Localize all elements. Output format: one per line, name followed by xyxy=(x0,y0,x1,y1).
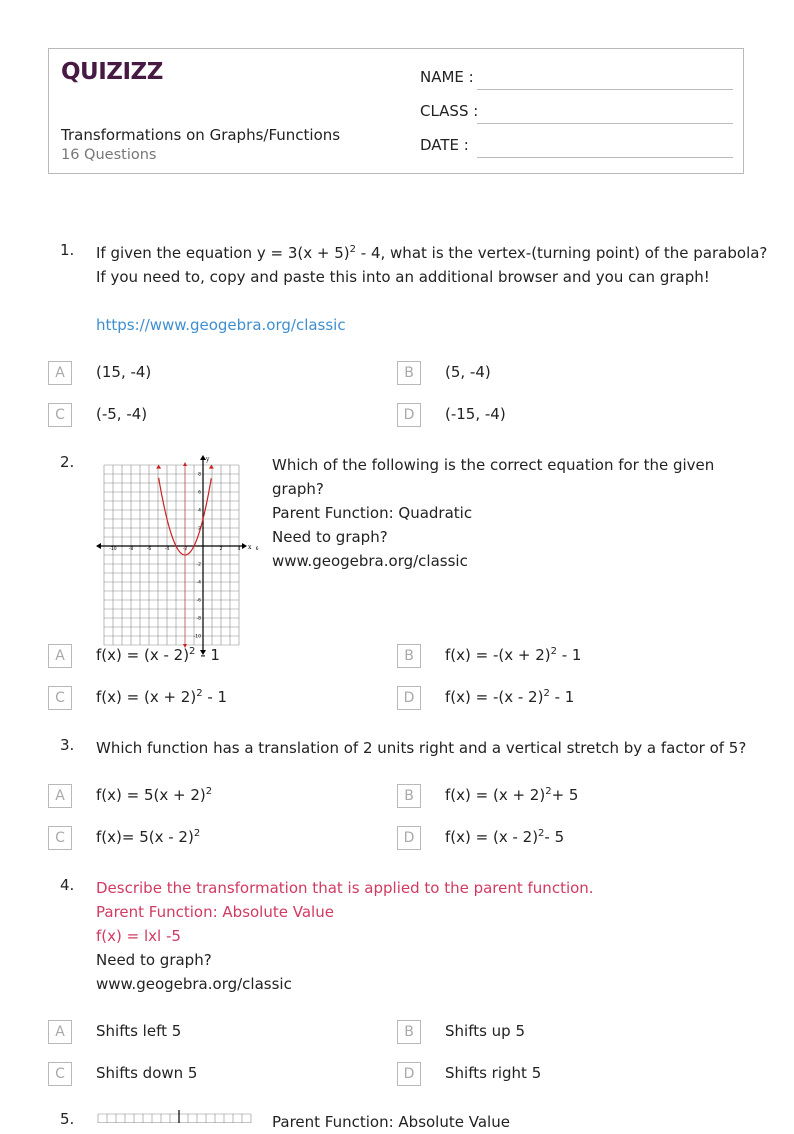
y-axis-label: y xyxy=(206,456,210,463)
question-text xyxy=(96,736,746,760)
option-text: $f(x) = (x + 2)^2+ 5$ xyxy=(445,786,579,804)
question-text-line: Which function has a translation of 2 units right and a vertical stretch by a factor of 5? xyxy=(96,739,747,757)
option-letter-box[interactable]: D xyxy=(397,826,421,850)
y-tick-label: 8 xyxy=(198,472,201,478)
name-field[interactable] xyxy=(420,68,733,102)
x-tick-label: -6 xyxy=(146,547,152,552)
y-tick-label: 2 xyxy=(198,526,201,532)
option-letter-box[interactable]: D xyxy=(397,686,421,710)
y-tick-label: -2 xyxy=(196,562,201,568)
option-letter-box[interactable]: A xyxy=(48,1020,72,1044)
question-number: 2. xyxy=(60,453,75,471)
question-text-line: www.geogebra.org/classic xyxy=(96,975,292,993)
y-tick-label: -6 xyxy=(196,598,201,604)
x-axis-label: x xyxy=(248,544,252,551)
question-text-line: If you need to, copy and paste this into an additional browser and you can graph! xyxy=(96,268,710,286)
question-text-line: Parent Function: Quadratic xyxy=(272,504,473,522)
y-tick-label: -4 xyxy=(196,580,201,586)
y-tick-label: 4 xyxy=(198,508,201,514)
class-line[interactable] xyxy=(477,123,733,124)
option-letter-box[interactable]: A xyxy=(48,644,72,668)
question-text-line: Need to graph? xyxy=(272,528,388,546)
y-tick-label: -10 xyxy=(193,634,201,640)
worksheet-header xyxy=(48,48,744,174)
option-text: $f(x) = (x + 2)^2 - 1$ xyxy=(96,688,228,706)
question-text xyxy=(272,453,714,573)
y-tick-label: 6 xyxy=(198,490,201,496)
question-text-line: Which of the following is the correct equation for the given xyxy=(272,456,715,474)
student-info-fields xyxy=(420,68,733,170)
x-tick-label: 6 xyxy=(255,547,259,552)
question-number: 1. xyxy=(60,241,75,259)
option-letter-box[interactable]: B xyxy=(397,361,421,385)
x-axis-arrow xyxy=(96,543,101,549)
question-text-line: www.geogebra.org/classic xyxy=(272,552,468,570)
y-tick-label: -8 xyxy=(196,616,201,622)
worksheet-title: Transformations on Graphs/Functions xyxy=(61,126,341,144)
question-text-line: Parent Function: Absolute Value xyxy=(96,903,334,921)
class-field[interactable] xyxy=(420,102,733,136)
x-tick-label: 2 xyxy=(219,547,223,552)
exponent: 2 xyxy=(349,244,357,255)
option-text: (-5, -4) xyxy=(96,405,148,423)
x-tick-label: -10 xyxy=(109,547,117,552)
name-label: NAME : xyxy=(420,68,474,86)
option-text: (5, -4) xyxy=(445,363,491,381)
option-letter-box[interactable]: C xyxy=(48,403,72,427)
option-letter-box[interactable]: C xyxy=(48,686,72,710)
question-text-part: If given the equation y = 3(x + 5) xyxy=(96,244,350,262)
option-letter-box[interactable]: A xyxy=(48,784,72,808)
option-text: f(x) = -(x - 2)$^2$ - 1 xyxy=(445,688,575,706)
question-text-line: Describe the transformation that is applied to the parent function. xyxy=(96,879,594,897)
x-tick-label: -8 xyxy=(128,547,134,552)
quizizz-logo: QUIZIZZ xyxy=(61,59,163,85)
geogebra-link[interactable]: https://www.geogebra.org/classic xyxy=(96,316,346,334)
option-letter-box[interactable]: B xyxy=(397,1020,421,1044)
class-label: CLASS : xyxy=(420,102,479,120)
option-letter-box[interactable]: C xyxy=(48,826,72,850)
question-text-line: Parent Function: Absolute Value xyxy=(272,1113,510,1131)
option-text: Shifts down 5 xyxy=(96,1064,198,1082)
option-text: Shifts right 5 xyxy=(445,1064,542,1082)
option-text: $f(x) = -(x + 2)^2 - 1$ xyxy=(445,646,582,664)
option-text: $f(x) = 5(x + 2)^2$ xyxy=(96,786,213,804)
option-text: f(x) = (x - 2)$^2$- 5 xyxy=(445,828,565,846)
x-axis-arrow xyxy=(242,543,247,549)
option-letter-box[interactable]: A xyxy=(48,361,72,385)
question-number: 3. xyxy=(60,736,75,754)
option-letter-box[interactable]: B xyxy=(397,644,421,668)
option-text: Shifts left 5 xyxy=(96,1022,182,1040)
date-line[interactable] xyxy=(477,157,733,158)
question-text-line: Need to graph? xyxy=(96,951,212,969)
date-field[interactable] xyxy=(420,136,733,170)
question-text xyxy=(96,876,594,996)
question-number: 4. xyxy=(60,876,75,894)
date-label: DATE : xyxy=(420,136,469,154)
option-letter-box[interactable]: C xyxy=(48,1062,72,1086)
x-tick-label: -2 xyxy=(182,547,188,552)
option-text: f(x)= 5(x - 2)$^2$ xyxy=(96,828,201,846)
question-text xyxy=(96,241,767,337)
option-letter-box[interactable]: B xyxy=(397,784,421,808)
question-text-part: - 4, what is the vertex-(turning point) of the parabola? xyxy=(356,244,768,262)
reference-arrow xyxy=(183,462,187,466)
question-count: 16 Questions xyxy=(61,147,157,163)
absolute-value-graph-image xyxy=(96,1110,258,1123)
x-tick-label: -4 xyxy=(164,547,170,552)
x-tick-label: 4 xyxy=(237,547,241,552)
question-text-line: f(x) = lxl -5 xyxy=(96,927,181,945)
name-line[interactable] xyxy=(477,89,733,90)
option-text: (-15, -4) xyxy=(445,405,506,423)
question-text-line: graph? xyxy=(272,480,324,498)
parabola-graph-image xyxy=(96,453,259,640)
option-text: (15, -4) xyxy=(96,363,152,381)
option-text: f(x) = (x - 2)$^2$ - 1 xyxy=(96,646,220,664)
option-letter-box[interactable]: D xyxy=(397,403,421,427)
option-text: Shifts up 5 xyxy=(445,1022,526,1040)
option-letter-box[interactable]: D xyxy=(397,1062,421,1086)
question-number: 5. xyxy=(60,1110,75,1128)
question-text xyxy=(272,1110,510,1134)
